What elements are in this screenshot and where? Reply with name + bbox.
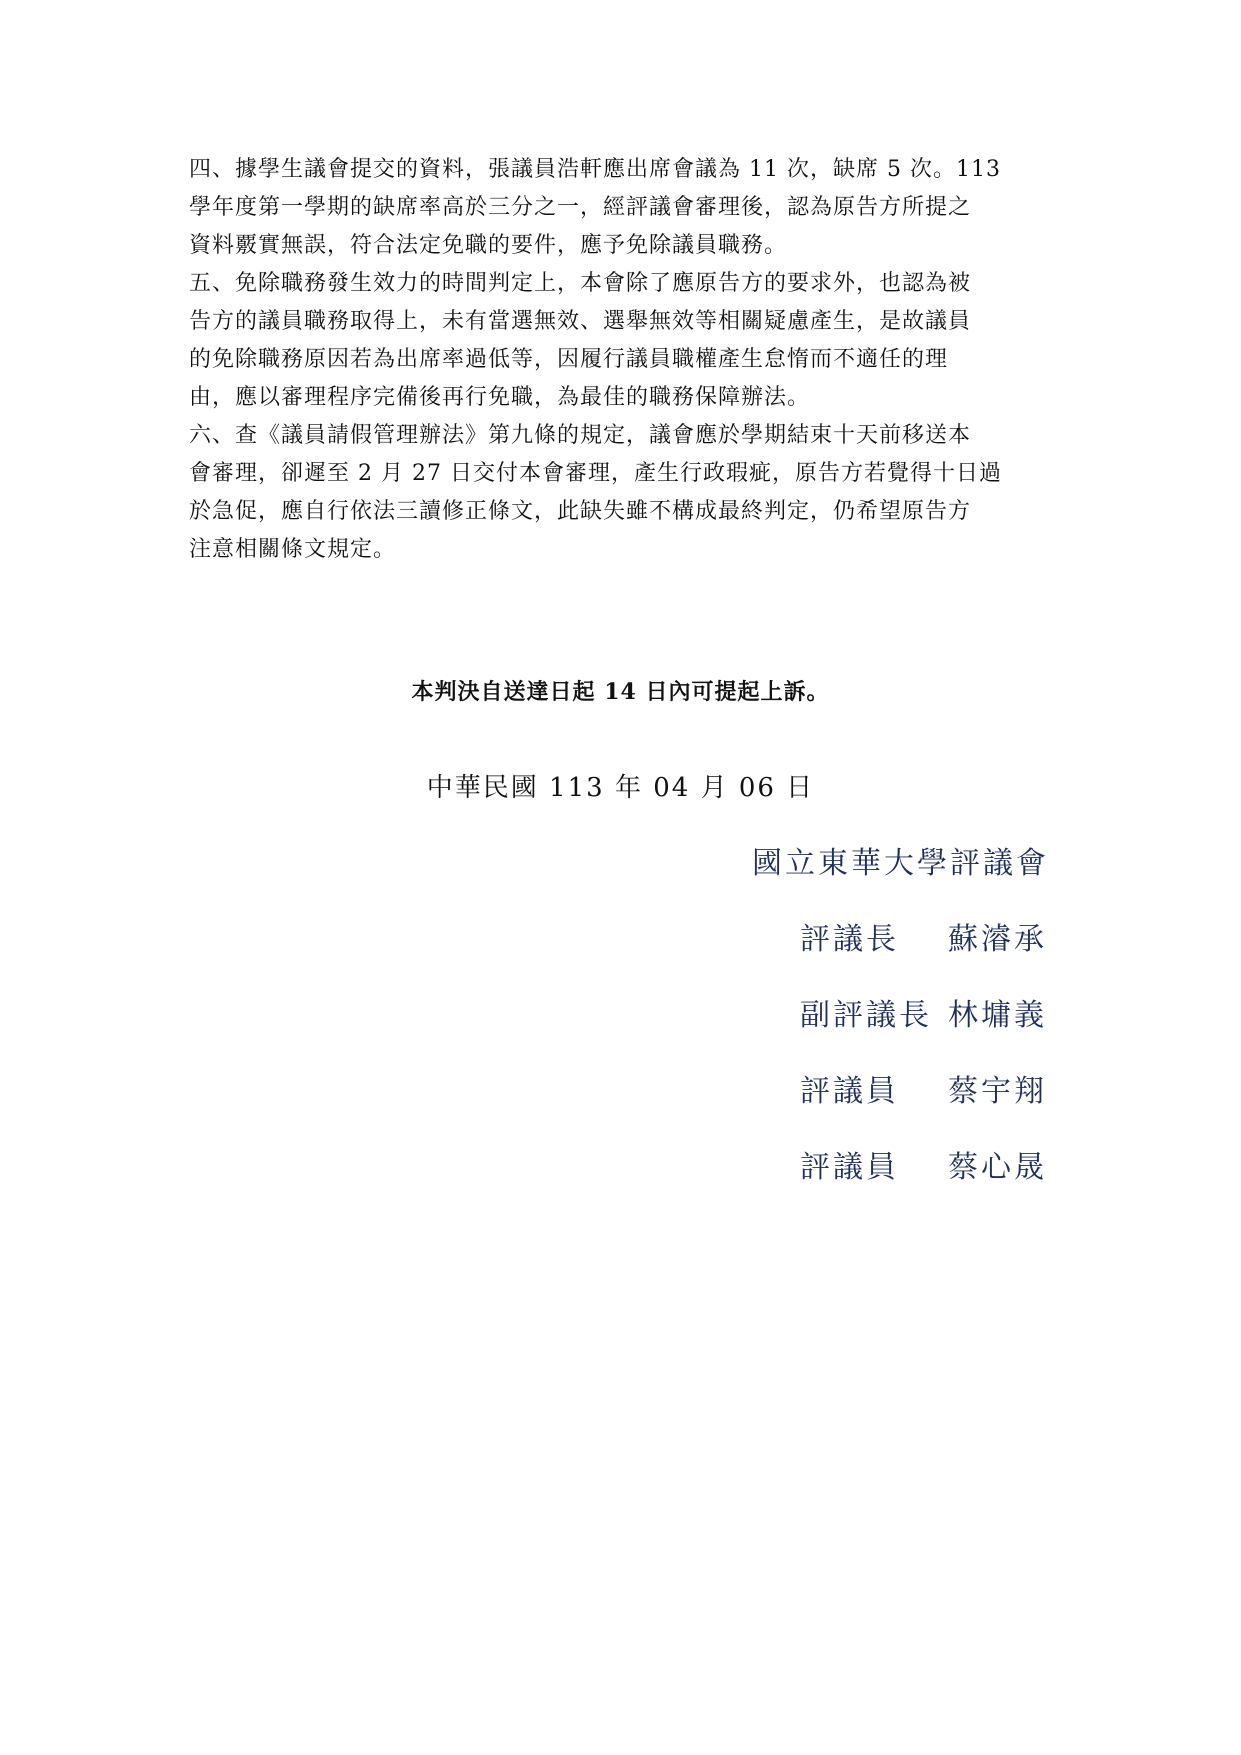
paragraph-line: 四、據學生議會提交的資料，張議員浩軒應出席會議為 11 次，缺席 5 次。113 bbox=[189, 157, 1001, 182]
paragraph-line: 告方的議員職務取得上，未有當選無效、選舉無效等相關疑慮產生，是故議員 bbox=[189, 309, 972, 334]
signatory-title: 評議員 bbox=[800, 1074, 899, 1109]
appeal-notice: 本判決自送達日起 14 日內可提起上訴。 bbox=[411, 679, 830, 705]
signatory-title: 評議長 bbox=[800, 922, 899, 957]
signatory-title: 副評議長 bbox=[800, 998, 932, 1033]
signatory-name: 蘇濬承 bbox=[948, 922, 1047, 957]
paragraph-line: 於急促，應自行依法三讀修正條文，此缺失雖不構成最終判定，仍希望原告方 bbox=[189, 499, 972, 524]
paragraph-line: 注意相關條文規定。 bbox=[189, 537, 397, 562]
paragraph-line: 五、免除職務發生效力的時間判定上，本會除了應原告方的要求外，也認為被 bbox=[189, 271, 972, 296]
signatory-name: 蔡宇翔 bbox=[948, 1074, 1047, 1109]
paragraph-line: 資料覈實無誤，符合法定免職的要件，應予免除議員職務。 bbox=[189, 233, 788, 258]
signatory-row bbox=[800, 990, 1047, 1034]
signatory-row bbox=[800, 1142, 1047, 1186]
paragraph-line: 六、查《議員請假管理辦法》第九條的規定，議會應於學期結束十天前移送本 bbox=[189, 423, 972, 448]
judgment-date: 中華民國 113 年 04 月 06 日 bbox=[426, 773, 815, 803]
signatory-name: 蔡心晟 bbox=[948, 1150, 1047, 1185]
paragraph-line: 會審理，卻遲至 2 月 27 日交付本會審理，產生行政瑕疵，原告方若覺得十日過 bbox=[189, 461, 1002, 486]
signatory-title: 評議員 bbox=[800, 1150, 899, 1185]
signatory-name: 林墉義 bbox=[948, 998, 1047, 1033]
paragraph-line: 的免除職務原因若為出席率過低等，因履行議員職權產生怠惰而不適任的理 bbox=[189, 347, 949, 372]
signatory-row bbox=[800, 914, 1047, 958]
council-name: 國立東華大學評議會 bbox=[752, 846, 1049, 881]
signatory-row bbox=[800, 1066, 1047, 1110]
paragraph-line: 學年度第一學期的缺席率高於三分之一，經評議會審理後，認為原告方所提之 bbox=[189, 195, 972, 220]
paragraph-line: 由，應以審理程序完備後再行免職，為最佳的職務保障辦法。 bbox=[189, 385, 811, 410]
